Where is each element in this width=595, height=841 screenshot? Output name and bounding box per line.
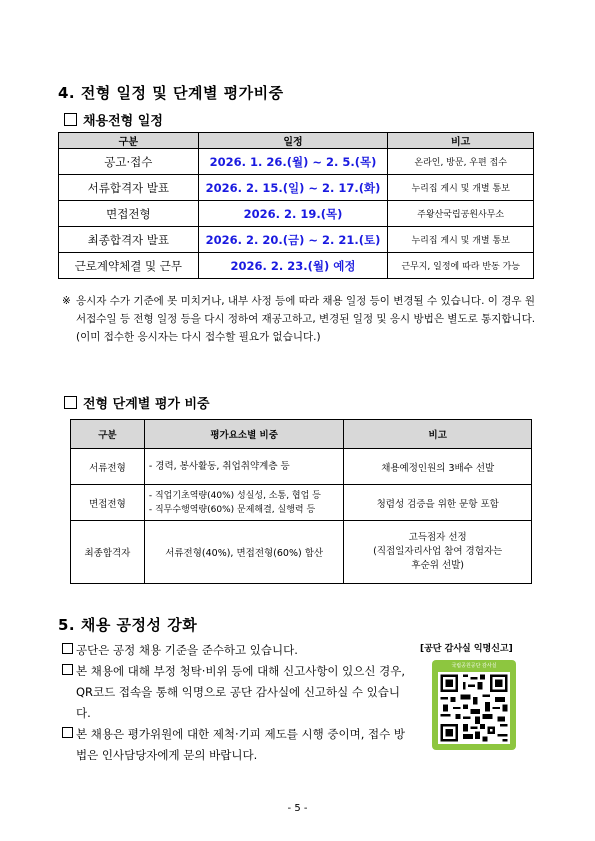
qr-code-card[interactable]: [432, 660, 516, 750]
schedule-stage: 근로계약체결 및 근무: [59, 253, 199, 279]
weights-note-line: 고득점자 선정: [408, 532, 467, 543]
notice-text: 응시자 수가 기준에 못 미치거나, 내부 사정 등에 따라 채용 일정 등이 변경될 수 있습니다. 이 경우 원서접수일 등 전형 일정 등을 다시 정하여 재공고하고, 변경된 일정 및 응시 방법은 별도로 통지합니다.: [76, 295, 536, 325]
schedule-date: 2026. 2. 23.(월) 예정: [198, 253, 388, 279]
checkbox-icon: [64, 113, 77, 126]
schedule-stage: 공고·접수: [59, 149, 199, 175]
schedule-note: 누리집 게시 및 개별 통보: [388, 227, 534, 253]
section-5-title: 5. 채용 공정성 강화: [58, 616, 198, 634]
weights-stage: 면접전형: [71, 485, 145, 521]
schedule-header: 구분: [59, 133, 199, 149]
weights-stage: 서류전형: [71, 449, 145, 485]
qr-label: [공단 감사실 익명신고]: [420, 644, 513, 654]
checkbox-icon: [64, 396, 77, 409]
table-row: [59, 175, 534, 201]
weights-note-line: 청렴성 검증을 위한 문항 포함: [376, 498, 499, 510]
table-row: [71, 521, 532, 584]
schedule-subtitle: [64, 110, 163, 129]
weights-element-line: - 경력, 봉사활동, 취업취약계층 등: [148, 460, 290, 472]
notice-mark: ※: [62, 295, 71, 307]
schedule-stage: 면접전형: [59, 201, 199, 227]
schedule-table: [58, 132, 534, 279]
checkbox-icon: [62, 664, 73, 675]
weights-elements: [144, 449, 344, 485]
schedule-note: 온라인, 방문, 우편 접수: [388, 149, 534, 175]
notice-text-2: (이미 접수한 응시자는 다시 접수할 필요가 없습니다.): [76, 331, 321, 343]
schedule-note: 누리집 게시 및 개별 통보: [388, 175, 534, 201]
weights-elements: [144, 521, 344, 584]
list-item: [62, 661, 407, 724]
schedule-stage: 서류합격자 발표: [59, 175, 199, 201]
list-item: [62, 640, 407, 661]
schedule-date: 2026. 2. 15.(일) ~ 2. 17.(화): [198, 175, 388, 201]
weights-element-line: - 직업기초역량(40%) 성실성, 소통, 협업 등: [148, 490, 321, 501]
checkbox-icon: [62, 643, 73, 654]
weights-note-line: 채용예정인원의 3배수 선발: [381, 462, 495, 474]
qr-code-icon[interactable]: [438, 672, 510, 744]
schedule-subtitle-text: 채용전형 일정: [83, 114, 163, 129]
schedule-header: 일정: [198, 133, 388, 149]
table-row: [59, 227, 534, 253]
page-number: - 5 -: [287, 803, 308, 814]
weights-subtitle-text: 전형 단계별 평가 비중: [83, 397, 210, 412]
table-row: [59, 201, 534, 227]
weights-note: [344, 485, 532, 521]
weights-element-line: 서류전형(40%), 면접전형(60%) 합산: [165, 548, 324, 559]
weights-stage: 최종합격자: [71, 521, 145, 584]
weights-header: 구분: [71, 420, 145, 449]
fairness-bullets: [62, 640, 407, 766]
table-row: [59, 253, 534, 279]
section-4-title: 4. 전형 일정 및 단계별 평가비중: [58, 84, 284, 102]
weights-header: 평가요소별 비중: [144, 420, 344, 449]
schedule-note: 주왕산국립공원사무소: [388, 201, 534, 227]
bullet-text: 본 채용에 대해 부정 청탁·비위 등에 대해 신고사항이 있으신 경우, QR코드 접속을 통해 익명으로 공단 감사실에 신고하실 수 있습니다.: [76, 664, 406, 720]
bullet-text: 본 채용은 평가위원에 대한 제척·기피 제도를 시행 중이며, 접수 방법은 인사담당자에게 문의 바랍니다.: [76, 727, 406, 762]
table-row: [71, 485, 532, 521]
weights-elements: [144, 485, 344, 521]
schedule-header: 비고: [388, 133, 534, 149]
list-item: [62, 724, 407, 766]
schedule-note: 근무지, 일정에 따라 반동 가능: [388, 253, 534, 279]
schedule-date: 2026. 2. 20.(금) ~ 2. 21.(토): [198, 227, 388, 253]
bullet-text: 공단은 공정 채용 기준을 준수하고 있습니다.: [76, 643, 298, 657]
weights-element-line: - 직무수행역량(60%) 문제해결, 실행력 등: [148, 504, 316, 515]
weights-table: [70, 419, 532, 584]
checkbox-icon: [62, 727, 73, 738]
schedule-date: 2026. 2. 19.(목): [198, 201, 388, 227]
table-row: [59, 149, 534, 175]
weights-note-line: (직접일자리사업 참여 경험자는: [373, 546, 503, 557]
qr-caption: 국립공원공단 감사실: [451, 663, 497, 669]
weights-note: [344, 521, 532, 584]
schedule-stage: 최종합격자 발표: [59, 227, 199, 253]
table-row: [71, 449, 532, 485]
schedule-date: 2026. 1. 26.(월) ~ 2. 5.(목): [198, 149, 388, 175]
weights-note: [344, 449, 532, 485]
weights-subtitle: [64, 393, 210, 412]
weights-note-line: 후순위 선발): [411, 560, 465, 571]
schedule-notice: [62, 292, 537, 346]
weights-header: 비고: [344, 420, 532, 449]
